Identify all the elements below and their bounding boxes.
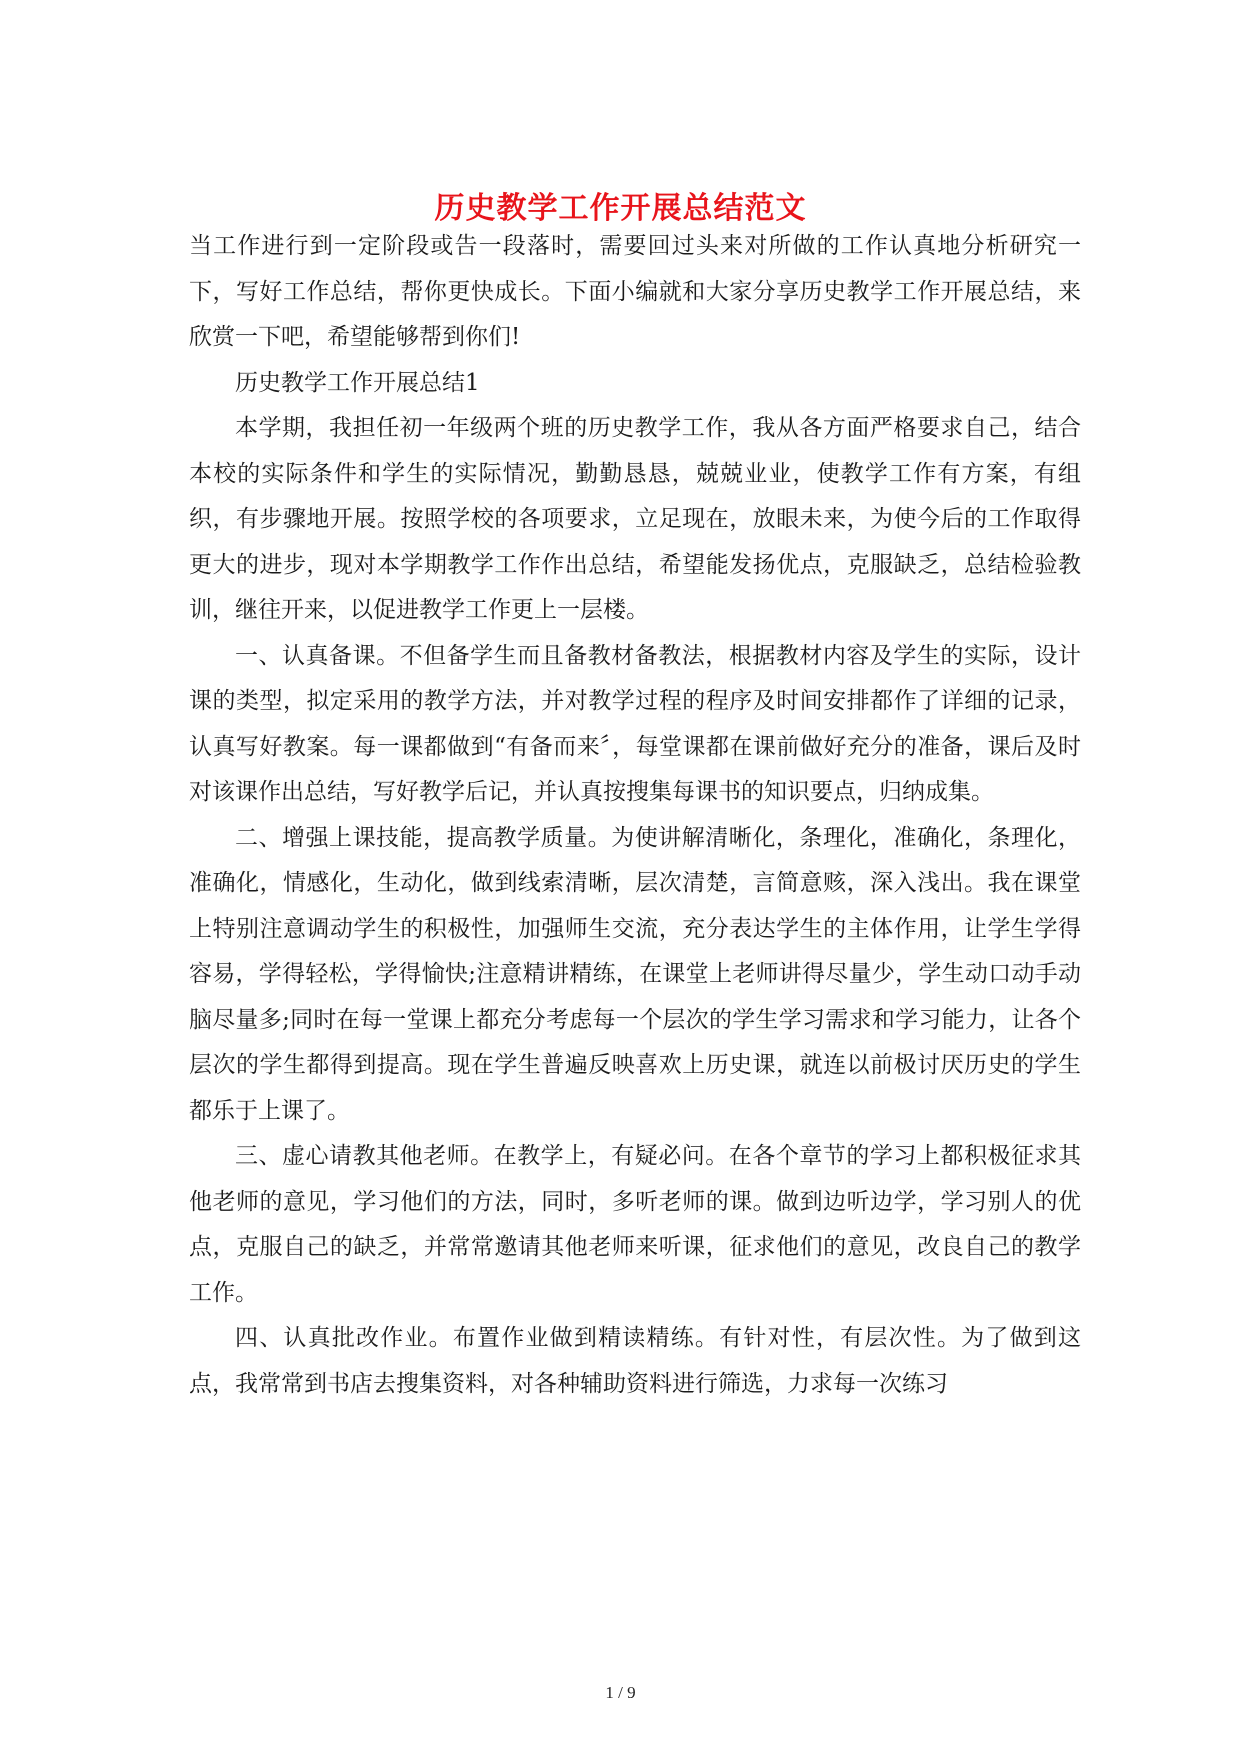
page-number: 1 / 9: [605, 1683, 636, 1702]
paragraph-point-1: 一、认真备课。不但备学生而且备教材备教法，根据教材内容及学生的实际，设计课的类型，拟定采用的教学方法，并对教学过程的程序及时间安排都作了详细的记录，认真写好教案。每一课都做到“有备而来〞，每堂课都在课前做好充分的准备，课后及时对该课作出总结，写好教学后记，并认真按搜集每课书的知识要点，归纳成集。: [189, 642, 1081, 805]
document-body: [189, 224, 1081, 1407]
paragraph-overview: 本学期，我担任初一年级两个班的历史教学工作，我从各方面严格要求自己，结合本校的实际条件和学生的实际情况，勤勤恳恳，兢兢业业，使教学工作有方案，有组织，有步骤地开展。按照学校的各项要求，立足现在，放眼未来，为使今后的工作取得更大的进步，现对本学期教学工作作出总结，希望能发扬优点，克服缺乏，总结检验教训，继往开来，以促进教学工作更上一层楼。: [189, 415, 1081, 623]
paragraph-point-2: 二、增强上课技能，提高教学质量。为使讲解清晰化，条理化，准确化，条理化，准确化，情感化，生动化，做到线索清晰，层次清楚，言简意赅，深入浅出。我在课堂上特别注意调动学生的积极性，加强师生交流，充分表达学生的主体作用，让学生学得容易，学得轻松，学得愉快;注意精讲精练，在课堂上老师讲得尽量少，学生动口动手动脑尽量多;同时在每一堂课上都充分考虑每一个层次的学生学习需求和学习能力，让各个层次的学生都得到提高。现在学生普遍反映喜欢上历史课，就连以前极讨厌历史的学生都乐于上课了。: [189, 824, 1081, 1124]
paragraph-point-3: 三、虚心请教其他老师。在教学上，有疑必问。在各个章节的学习上都积极征求其他老师的意见，学习他们的方法，同时，多听老师的课。做到边听边学，学习别人的优点，克服自己的缺乏，并常常邀请其他老师来听课，征求他们的意见，改良自己的教学工作。: [189, 1143, 1081, 1306]
document-title: 历史教学工作开展总结范文: [434, 191, 807, 226]
paragraph-point-4: 四、认真批改作业。布置作业做到精读精练。有针对性，有层次性。为了做到这点，我常常到书店去搜集资料，对各种辅助资料进行筛选，力求每一次练习: [189, 1325, 1081, 1397]
section-heading: 历史教学工作开展总结1: [235, 369, 480, 396]
paragraph-intro: 当工作进行到一定阶段或告一段落时，需要回过头来对所做的工作认真地分析研究一下，写好工作总结，帮你更快成长。下面小编就和大家分享历史教学工作开展总结，来欣赏一下吧，希望能够帮到你们!: [189, 233, 1081, 350]
